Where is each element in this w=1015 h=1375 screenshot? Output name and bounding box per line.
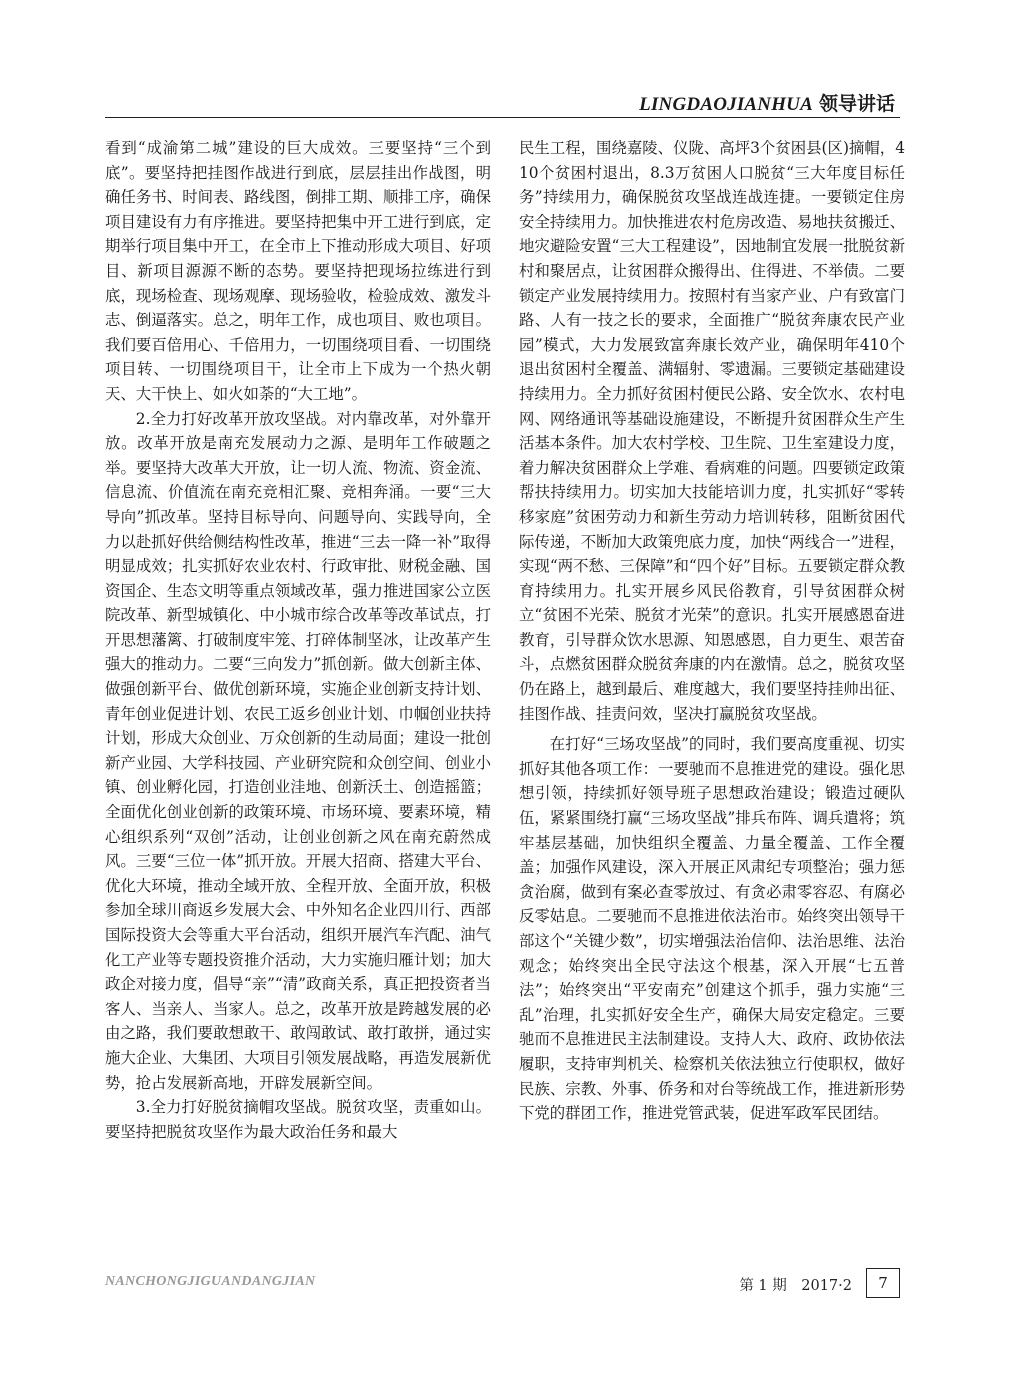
paragraph: 民生工程，围绕嘉陵、仪陇、高坪3个贫困县(区)摘帽，410个贫困村退出，8.3万贫困人口脱贫“三大年度目标任务”持续用力，确保脱贫攻坚战连战连捷。一要锁定住房安全持续用力。加快推进农村危房改造、易地扶贫搬迁、地灾避险安置“三大工程建设”，因地制宜发展一批脱贫新村和聚居点，让贫困群众搬得出、住得进、不举债。二要锁定产业发展持续用力。按照村有当家产业、户有致富门路、人有一技之长的要求，全面推广“脱贫奔康农民产业园”模式，大力发展致富奔康长效产业，确保明年410个退出贫困村全覆盖、满辐射、零遗漏。三要锁定基础建设持续用力。全力抓好贫困村便民公路、安全饮水、农村电网、网络通讯等基础设施建设，不断提升贫困群众生产生活基本条件。加大农村学校、卫生院、卫生室建设力度，着力解决贫困群众上学难、看病难的问题。四要锁定政策帮扶持续用力。切实加大技能培训力度，扎实抓好“零转移家庭”贫困劳动力和新生劳动力培训转移，阻断贫困代际传递，不断加大政策兜底力度，加快“两线合一”进程，实现“两不愁、三保障”和“四个好”目标。五要锁定群众教育持续用力。扎实开展乡风民俗教育，引导贫困群众树立“贫困不光荣、脱贫才光荣”的意识。扎实开展感恩奋进教育，引导群众饮水思源、知恩感恩，自力更生、艰苦奋斗，点燃贫困群众脱贫奔康的内在激情。总之，脱贫攻坚仍在路上，越到最后、难度越大，我们要坚持挂帅出征、挂图作战、挂责问效，坚决打赢脱贫攻坚战。	[519, 139, 905, 723]
left-column	[105, 136, 491, 1144]
issue-info: 第 1 期 2017·2	[739, 1278, 852, 1294]
paragraph: 2.全力打好改革开放攻坚战。对内靠改革，对外靠开放。改革开放是南充发展动力之源、是明年工作破题之举。要坚持大改革大开放，让一切人流、物流、资金流、信息流、价值流在南充竞相汇聚、竞相奔涌。一要“三大导向”抓改革。坚持目标导向、问题导向、实践导向，全力以赴抓好供给侧结构性改革，推进“三去一降一补”取得明显成效；扎实抓好农业农村、行政审批、财税金融、国资国企、生态文明等重点领域改革，强力推进国家公立医院改革、新型城镇化、中小城市综合改革等改革试点，打开思想藩篱、打破制度牢笼、打碎体制坚冰，让改革产生强大的推动力。二要“三向发力”抓创新。做大创新主体、做强创新平台、做优创新环境，实施企业创新支持计划、青年创业促进计划、农民工返乡创业计划、巾帼创业扶持计划，形成大众创业、万众创新的生动局面；建设一批创新产业园、大学科技园、产业研究院和众创空间、创业小镇、创业孵化园，打造创业洼地、创新沃土、创造摇篮；全面优化创业创新的政策环境、市场环境、要素环境，精心组织系列“双创”活动，让创业创新之风在南充蔚然成风。三要“三位一体”抓开放。开展大招商、搭建大平台、优化大环境，推动全域开放、全程开放、全面开放，积极参加全球川商返乡发展大会、中外知名企业四川行、西部国际投资大会等重大平台活动，组织开展汽车汽配、油气化工产业等专题投资推介活动，大力实施归雁计划；加大政企对接力度，倡导“亲”“清”政商关系，真正把投资者当客人、当亲人、当家人。总之，改革开放是跨越发展的必由之路，我们要敢想敢干、敢闯敢试、敢打敢拼，通过实施大企业、大集团、大项目引领发展战略，再造发展新优势，抢占发展新高地，开辟发展新空间。	[105, 409, 491, 1092]
page-number: 7	[866, 1268, 900, 1298]
paragraph: 在打好“三场攻坚战”的同时，我们要高度重视、切实抓好其他各项工作：一要驰而不息推进党的建设。强化思想引领，持续抓好领导班子思想政治建设；锻造过硬队伍，紧紧围绕打赢“三场攻坚战”排兵布阵、调兵遣将；筑牢基层基础，加快组织全覆盖、力量全覆盖、工作全覆盖；加强作风建设，深入开展正风肃纪专项整治；强力惩贪治腐，做到有案必查零放过、有贪必肃零容忍、有腐必反零姑息。二要驰而不息推进依法治市。始终突出领导干部这个“关键少数”，切实增强法治信仰、法治思维、法治观念；始终突出全民守法这个根基，深入开展“七五普法”；始终突出“平安南充”创建这个抓手，强力实施“三乱”治理，扎实抓好安全生产，确保大局安定稳定。三要驰而不息推进民主法制建设。支持人大、政府、政协依法履职，支持审判机关、检察机关依法独立行使职权，做好民族、宗教、外事、侨务和对台等统战工作，推进新形势下党的群团工作，推进党管武装，促进军政军民团结。	[519, 735, 905, 1123]
header-pinyin: LINGDAOJIANHUA	[639, 94, 813, 115]
right-column	[519, 136, 905, 1126]
header-section-title: 领导讲话	[818, 93, 895, 115]
page-footer	[105, 1268, 900, 1300]
running-header	[639, 82, 895, 116]
journal-name: NANCHONGJIGUANDANGJIAN	[105, 1274, 316, 1289]
paragraph: 3.全力打好脱贫摘帽攻坚战。脱贫攻坚，责重如山。要坚持把脱贫攻坚作为最大政治任务和最大	[105, 1098, 491, 1141]
paragraph: 看到“成渝第二城”建设的巨大成效。三要坚持“三个到底”。要坚持把挂图作战进行到底，层层挂出作战图，明确任务书、时间表、路线图，倒排工期、顺排工序，确保项目建设有力有序推进。要坚持把集中开工进行到底，定期举行项目集中开工，在全市上下推动形成大项目、好项目、新项目源源不断的态势。要坚持把现场拉练进行到底，现场检查、现场观摩、现场验收，检验成效、激发斗志、倒逼落实。总之，明年工作，成也项目、败也项目。我们要百倍用心、千倍用力，一切围绕项目看、一切围绕项目转、一切围绕项目干，让全市上下成为一个热火朝天、大干快上、如火如荼的“大工地”。	[105, 139, 491, 403]
header-rule	[105, 117, 900, 118]
